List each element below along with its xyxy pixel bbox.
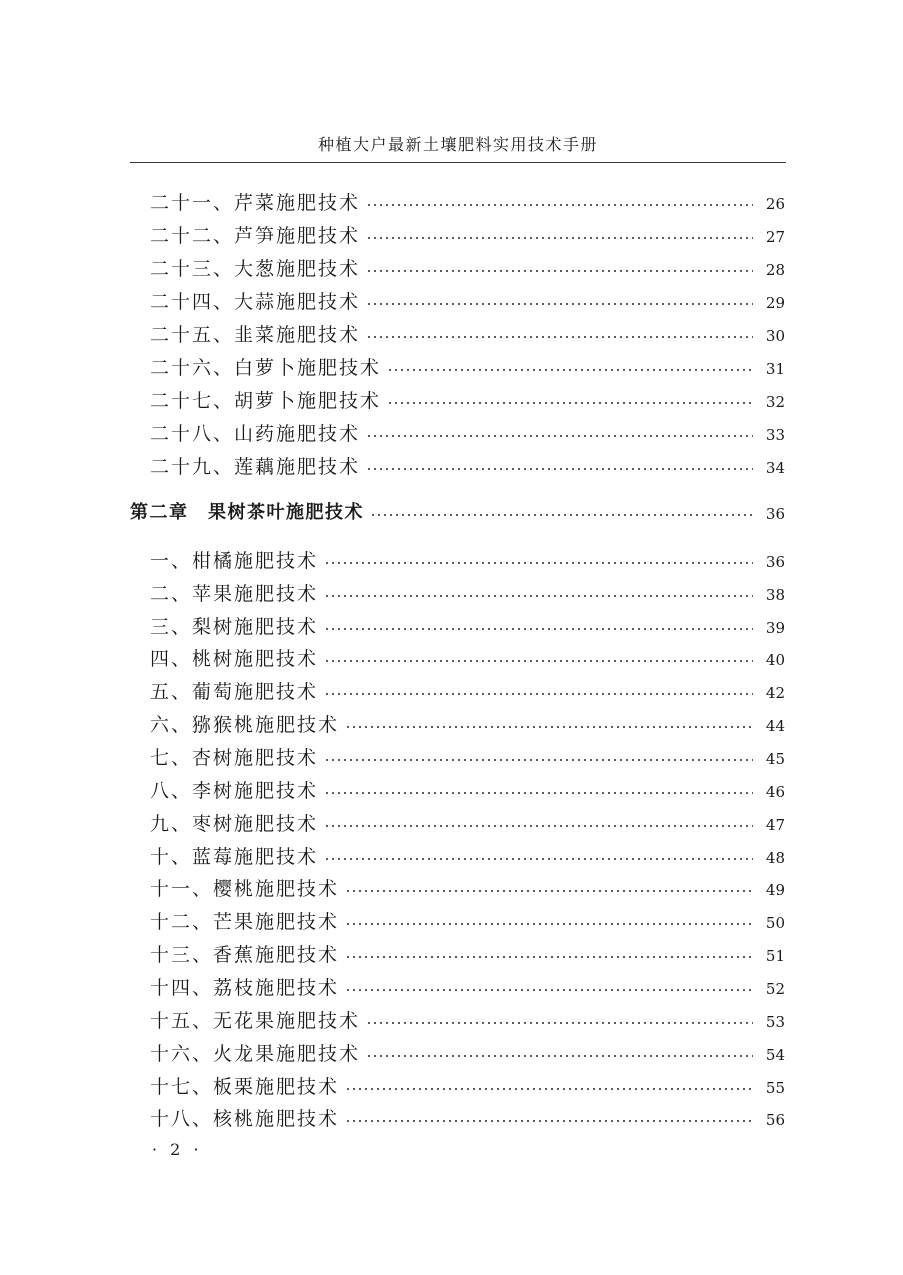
toc-entry-title: 二十三、大葱施肥技术 xyxy=(150,257,361,280)
dot-leader xyxy=(324,562,753,564)
toc-entry-title: 二十四、大蒜施肥技术 xyxy=(150,290,361,313)
dot-leader xyxy=(324,858,753,860)
toc-entry[interactable] xyxy=(150,643,785,671)
toc-entry[interactable] xyxy=(150,906,785,934)
toc-entry[interactable] xyxy=(150,1038,785,1066)
dot-leader xyxy=(345,956,753,958)
toc-entry-page: 49 xyxy=(765,881,785,899)
chapter-page: 36 xyxy=(765,505,785,523)
toc-entry-title: 二十七、胡萝卜施肥技术 xyxy=(150,389,382,412)
dot-leader xyxy=(345,989,753,991)
toc-entry[interactable] xyxy=(150,841,785,869)
toc-entry[interactable] xyxy=(150,873,785,901)
toc-entry-page: 34 xyxy=(765,459,785,477)
header-rule xyxy=(130,162,786,163)
dot-leader xyxy=(366,435,753,437)
toc-entry-page: 33 xyxy=(765,426,785,444)
toc-entry[interactable] xyxy=(150,187,785,215)
toc-entry-page: 36 xyxy=(765,553,785,571)
dot-leader xyxy=(324,595,753,597)
toc-entry[interactable] xyxy=(150,709,785,737)
toc-entry[interactable] xyxy=(150,676,785,704)
toc-entry-title: 四、桃树施肥技术 xyxy=(150,647,319,670)
toc-entry-page: 46 xyxy=(765,783,785,801)
dot-leader xyxy=(366,237,753,239)
toc-entry-page: 40 xyxy=(765,651,785,669)
toc-entry[interactable] xyxy=(150,611,785,639)
toc-entry-title: 十四、荔枝施肥技术 xyxy=(150,976,340,999)
dot-leader xyxy=(324,693,753,695)
toc-entry-page: 55 xyxy=(765,1079,785,1097)
toc-entry-title: 十八、核桃施肥技术 xyxy=(150,1107,340,1130)
toc-entry-title: 三、梨树施肥技术 xyxy=(150,615,319,638)
dot-leader xyxy=(324,792,753,794)
toc-entry-title: 二十五、韭菜施肥技术 xyxy=(150,323,361,346)
toc-entry-page: 50 xyxy=(765,914,785,932)
toc-entry-title: 二十八、山药施肥技术 xyxy=(150,422,361,445)
dot-leader xyxy=(387,369,753,371)
toc-entry-page: 47 xyxy=(765,816,785,834)
toc-entry-page: 42 xyxy=(765,684,785,702)
dot-leader xyxy=(366,1055,753,1057)
toc-entry-title: 二十二、芦笋施肥技术 xyxy=(150,224,361,247)
dot-leader xyxy=(345,1088,753,1090)
toc-entry[interactable] xyxy=(150,808,785,836)
toc-entry-page: 54 xyxy=(765,1046,785,1064)
chapter-heading[interactable] xyxy=(130,497,785,525)
toc-entry[interactable] xyxy=(150,939,785,967)
toc-entry[interactable] xyxy=(150,1005,785,1033)
dot-leader xyxy=(324,660,753,662)
toc-entry-title: 二十九、莲藕施肥技术 xyxy=(150,455,361,478)
dot-leader xyxy=(366,204,753,206)
dot-leader xyxy=(366,468,753,470)
toc-entry-page: 28 xyxy=(765,261,785,279)
dot-leader xyxy=(345,923,753,925)
dot-leader xyxy=(366,270,753,272)
toc-entry-page: 38 xyxy=(765,586,785,604)
toc-entry-page: 56 xyxy=(765,1111,785,1129)
toc-entry-title: 九、枣树施肥技术 xyxy=(150,812,319,835)
toc-entry[interactable] xyxy=(150,451,785,479)
toc-entry-page: 30 xyxy=(765,327,785,345)
toc-entry-title: 一、柑橘施肥技术 xyxy=(150,549,319,572)
toc-entry[interactable] xyxy=(150,545,785,573)
toc-entry-page: 32 xyxy=(765,393,785,411)
dot-leader xyxy=(345,1120,753,1122)
toc-entry-title: 十、蓝莓施肥技术 xyxy=(150,845,319,868)
toc-entry-title: 七、杏树施肥技术 xyxy=(150,746,319,769)
toc-entry[interactable] xyxy=(150,775,785,803)
toc-entry-title: 十六、火龙果施肥技术 xyxy=(150,1042,361,1065)
dot-leader xyxy=(324,759,753,761)
toc-entry-page: 53 xyxy=(765,1013,785,1031)
toc-entry[interactable] xyxy=(150,352,785,380)
toc-entry-title: 二十六、白萝卜施肥技术 xyxy=(150,356,382,379)
dot-leader xyxy=(370,514,753,516)
toc-entry-title: 十二、芒果施肥技术 xyxy=(150,910,340,933)
dot-leader xyxy=(345,890,753,892)
dot-leader xyxy=(366,303,753,305)
toc-entry-page: 44 xyxy=(765,717,785,735)
toc-entry-page: 31 xyxy=(765,360,785,378)
toc-entry-title: 十一、樱桃施肥技术 xyxy=(150,877,340,900)
toc-entry-page: 27 xyxy=(765,228,785,246)
dot-leader xyxy=(345,726,753,728)
toc-entry-title: 十五、无花果施肥技术 xyxy=(150,1009,361,1032)
toc-entry-title: 十三、香蕉施肥技术 xyxy=(150,943,340,966)
toc-entry-page: 48 xyxy=(765,849,785,867)
toc-entry[interactable] xyxy=(150,972,785,1000)
toc-entry[interactable] xyxy=(150,253,785,281)
dot-leader xyxy=(387,402,753,404)
toc-entry-title: 六、猕猴桃施肥技术 xyxy=(150,713,340,736)
toc-entry-title: 五、葡萄施肥技术 xyxy=(150,680,319,703)
toc-entry[interactable] xyxy=(150,418,785,446)
toc-entry[interactable] xyxy=(150,220,785,248)
toc-entry-title: 二、苹果施肥技术 xyxy=(150,582,319,605)
dot-leader xyxy=(324,628,753,630)
chapter-title: 第二章 果树茶叶施肥技术 xyxy=(130,502,364,523)
toc-entry-page: 29 xyxy=(765,294,785,312)
toc-entry[interactable] xyxy=(150,1103,785,1131)
toc-entry[interactable] xyxy=(150,1071,785,1099)
dot-leader xyxy=(366,336,753,338)
toc-entry[interactable] xyxy=(150,319,785,347)
toc-entry-page: 45 xyxy=(765,750,785,768)
dot-leader xyxy=(366,1022,753,1024)
toc-entry-title: 八、李树施肥技术 xyxy=(150,779,319,802)
toc-entry[interactable] xyxy=(150,286,785,314)
toc-entry[interactable] xyxy=(150,742,785,770)
running-header: 种植大户最新土壤肥料实用技术手册 xyxy=(317,135,598,154)
toc-entry-page: 39 xyxy=(765,619,785,637)
toc-entry-page: 52 xyxy=(765,980,785,998)
toc-entry-title: 二十一、芹菜施肥技术 xyxy=(150,191,361,214)
toc-entry[interactable] xyxy=(150,385,785,413)
toc-entry[interactable] xyxy=(150,578,785,606)
toc-entry-page: 51 xyxy=(765,947,785,965)
toc-entry-title: 十七、板栗施肥技术 xyxy=(150,1075,340,1098)
toc-entry-page: 26 xyxy=(765,195,785,213)
page-number: · 2 · xyxy=(152,1140,203,1159)
dot-leader xyxy=(324,825,753,827)
